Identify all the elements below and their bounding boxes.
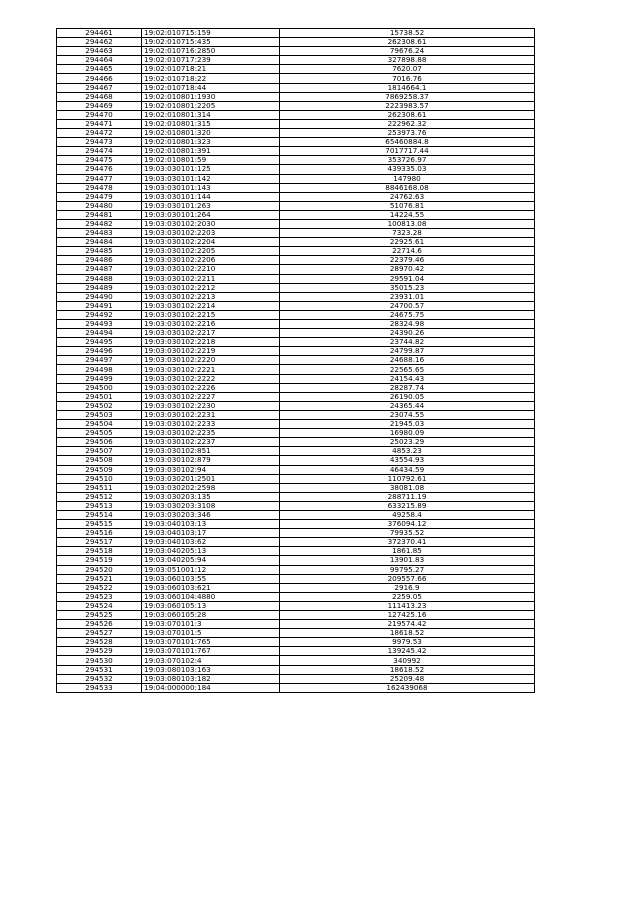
row-number-cell: 294498 (57, 365, 142, 374)
cadastral-number-cell: 19:02:010717:239 (142, 56, 280, 65)
table-row (57, 474, 535, 483)
table-row (57, 374, 535, 383)
value-cell: 25209.48 (280, 674, 535, 683)
value-cell: 43554.93 (280, 456, 535, 465)
row-number-cell: 294468 (57, 92, 142, 101)
cadastral-number-cell: 19:03:060105:28 (142, 611, 280, 620)
cadastral-number-cell: 19:02:010801:320 (142, 129, 280, 138)
data-sheet (56, 28, 532, 693)
table-row (57, 247, 535, 256)
row-number-cell: 294529 (57, 647, 142, 656)
row-number-cell: 294480 (57, 201, 142, 210)
table-row (57, 347, 535, 356)
table-row (57, 592, 535, 601)
cadastral-number-cell: 19:03:080103:182 (142, 674, 280, 683)
cadastral-number-cell: 19:03:030203:346 (142, 510, 280, 519)
cadastral-number-cell: 19:03:060103:621 (142, 583, 280, 592)
table-row (57, 456, 535, 465)
cadastral-number-cell: 19:03:030102:2222 (142, 374, 280, 383)
value-cell: 209557.66 (280, 574, 535, 583)
table-row (57, 192, 535, 201)
value-cell: 28287.74 (280, 383, 535, 392)
cadastral-number-cell: 19:02:010801:2205 (142, 101, 280, 110)
table-row (57, 101, 535, 110)
table-body (57, 29, 535, 693)
table-row (57, 292, 535, 301)
row-number-cell: 294506 (57, 438, 142, 447)
value-cell: 28324.98 (280, 320, 535, 329)
value-cell: 13901.83 (280, 556, 535, 565)
table-row (57, 483, 535, 492)
cadastral-number-cell: 19:03:030102:2226 (142, 383, 280, 392)
table-row (57, 74, 535, 83)
row-number-cell: 294495 (57, 338, 142, 347)
cadastral-number-cell: 19:02:010801:1930 (142, 92, 280, 101)
cadastral-number-cell: 19:03:030203:135 (142, 492, 280, 501)
table-row (57, 583, 535, 592)
value-cell: 15738.52 (280, 29, 535, 38)
cadastral-number-cell: 19:03:060103:55 (142, 574, 280, 583)
cadastral-number-cell: 19:03:030102:2221 (142, 365, 280, 374)
value-cell: 110792.61 (280, 474, 535, 483)
value-cell: 24365.44 (280, 401, 535, 410)
row-number-cell: 294485 (57, 247, 142, 256)
cadastral-number-cell: 19:03:051001:12 (142, 565, 280, 574)
cadastral-number-cell: 19:02:010801:323 (142, 138, 280, 147)
table-row (57, 92, 535, 101)
table-row (57, 383, 535, 392)
value-cell: 8846168.08 (280, 183, 535, 192)
table-row (57, 420, 535, 429)
row-number-cell: 294533 (57, 683, 142, 692)
cadastral-number-cell: 19:03:030102:2235 (142, 429, 280, 438)
row-number-cell: 294476 (57, 165, 142, 174)
value-cell: 327898.88 (280, 56, 535, 65)
cadastral-number-cell: 19:03:030202:2598 (142, 483, 280, 492)
value-cell: 99795.27 (280, 565, 535, 574)
value-cell: 2223983.57 (280, 101, 535, 110)
value-cell: 7323.28 (280, 229, 535, 238)
row-number-cell: 294516 (57, 529, 142, 538)
row-number-cell: 294508 (57, 456, 142, 465)
row-number-cell: 294504 (57, 420, 142, 429)
table-row (57, 219, 535, 228)
value-cell: 219574.42 (280, 620, 535, 629)
table-row (57, 629, 535, 638)
row-number-cell: 294518 (57, 547, 142, 556)
row-number-cell: 294496 (57, 347, 142, 356)
cadastral-number-cell: 19:03:030102:851 (142, 447, 280, 456)
table-row (57, 83, 535, 92)
value-cell: 253973.76 (280, 129, 535, 138)
row-number-cell: 294505 (57, 429, 142, 438)
cadastral-number-cell: 19:03:030102:2212 (142, 283, 280, 292)
cadastral-number-cell: 19:03:070101:3 (142, 620, 280, 629)
cadastral-number-cell: 19:03:030102:2218 (142, 338, 280, 347)
cadastral-number-cell: 19:03:030102:94 (142, 465, 280, 474)
table-row (57, 665, 535, 674)
cadastral-number-cell: 19:03:030102:879 (142, 456, 280, 465)
cadastral-number-cell: 19:03:030101:125 (142, 165, 280, 174)
table-row (57, 601, 535, 610)
cadastral-number-cell: 19:03:030102:2204 (142, 238, 280, 247)
row-number-cell: 294523 (57, 592, 142, 601)
cadastral-number-cell: 19:03:030102:2219 (142, 347, 280, 356)
cadastral-number-cell: 19:04:000000:184 (142, 683, 280, 692)
table-row (57, 301, 535, 310)
cadastral-number-cell: 19:03:040103:17 (142, 529, 280, 538)
table-row (57, 110, 535, 119)
cadastral-number-cell: 19:03:030102:2206 (142, 256, 280, 265)
value-cell: 139245.42 (280, 647, 535, 656)
value-cell: 340992 (280, 656, 535, 665)
table-row (57, 392, 535, 401)
value-cell: 23931.01 (280, 292, 535, 301)
table-row (57, 138, 535, 147)
cadastral-number-cell: 19:02:010718:21 (142, 65, 280, 74)
value-cell: 262308.61 (280, 38, 535, 47)
table-row (57, 210, 535, 219)
cadastral-number-cell: 19:03:030102:2213 (142, 292, 280, 301)
row-number-cell: 294530 (57, 656, 142, 665)
table-row (57, 183, 535, 192)
row-number-cell: 294497 (57, 356, 142, 365)
row-number-cell: 294477 (57, 174, 142, 183)
row-number-cell: 294514 (57, 510, 142, 519)
cadastral-number-cell: 19:03:030101:143 (142, 183, 280, 192)
cadastral-number-cell: 19:03:030102:2231 (142, 410, 280, 419)
row-number-cell: 294464 (57, 56, 142, 65)
value-cell: 7869258.37 (280, 92, 535, 101)
row-number-cell: 294515 (57, 520, 142, 529)
value-cell: 18618.52 (280, 665, 535, 674)
value-cell: 633215.89 (280, 501, 535, 510)
cadastral-number-cell: 19:03:070101:765 (142, 638, 280, 647)
table-row (57, 156, 535, 165)
row-number-cell: 294512 (57, 492, 142, 501)
value-cell: 46434.59 (280, 465, 535, 474)
value-cell: 288711.19 (280, 492, 535, 501)
row-number-cell: 294502 (57, 401, 142, 410)
table-row (57, 547, 535, 556)
row-number-cell: 294492 (57, 310, 142, 319)
value-cell: 24762.63 (280, 192, 535, 201)
cadastral-number-cell: 19:03:030102:2237 (142, 438, 280, 447)
row-number-cell: 294520 (57, 565, 142, 574)
value-cell: 22714.6 (280, 247, 535, 256)
value-cell: 24154.43 (280, 374, 535, 383)
row-number-cell: 294463 (57, 47, 142, 56)
row-number-cell: 294486 (57, 256, 142, 265)
value-cell: 9979.53 (280, 638, 535, 647)
row-number-cell: 294481 (57, 210, 142, 219)
row-number-cell: 294528 (57, 638, 142, 647)
value-cell: 2916.9 (280, 583, 535, 592)
cadastral-number-cell: 19:03:030101:264 (142, 210, 280, 219)
table-row (57, 556, 535, 565)
cadastral-number-cell: 19:03:030203:3108 (142, 501, 280, 510)
cadastral-number-cell: 19:03:040205:13 (142, 547, 280, 556)
table-row (57, 510, 535, 519)
row-number-cell: 294532 (57, 674, 142, 683)
row-number-cell: 294479 (57, 192, 142, 201)
table-row (57, 429, 535, 438)
row-number-cell: 294527 (57, 629, 142, 638)
row-number-cell: 294489 (57, 283, 142, 292)
row-number-cell: 294470 (57, 110, 142, 119)
value-cell: 262308.61 (280, 110, 535, 119)
table-row (57, 492, 535, 501)
table-row (57, 338, 535, 347)
data-table (56, 28, 535, 693)
value-cell: 26190.05 (280, 392, 535, 401)
row-number-cell: 294461 (57, 29, 142, 38)
cadastral-number-cell: 19:03:070101:5 (142, 629, 280, 638)
value-cell: 28970.42 (280, 265, 535, 274)
value-cell: 21945.03 (280, 420, 535, 429)
row-number-cell: 294465 (57, 65, 142, 74)
row-number-cell: 294483 (57, 229, 142, 238)
value-cell: 7620.07 (280, 65, 535, 74)
table-row (57, 647, 535, 656)
value-cell: 4853.23 (280, 447, 535, 456)
table-row (57, 29, 535, 38)
value-cell: 7017717.44 (280, 147, 535, 156)
cadastral-number-cell: 19:03:040103:62 (142, 538, 280, 547)
row-number-cell: 294494 (57, 329, 142, 338)
cadastral-number-cell: 19:03:030102:2030 (142, 219, 280, 228)
value-cell: 22565.65 (280, 365, 535, 374)
cadastral-number-cell: 19:03:030102:2227 (142, 392, 280, 401)
value-cell: 16980.09 (280, 429, 535, 438)
row-number-cell: 294531 (57, 665, 142, 674)
row-number-cell: 294511 (57, 483, 142, 492)
table-row (57, 265, 535, 274)
value-cell: 24675.75 (280, 310, 535, 319)
row-number-cell: 294500 (57, 383, 142, 392)
table-row (57, 683, 535, 692)
row-number-cell: 294462 (57, 38, 142, 47)
table-row (57, 520, 535, 529)
table-row (57, 401, 535, 410)
row-number-cell: 294510 (57, 474, 142, 483)
row-number-cell: 294478 (57, 183, 142, 192)
row-number-cell: 294482 (57, 219, 142, 228)
cadastral-number-cell: 19:03:030102:2217 (142, 329, 280, 338)
value-cell: 79935.52 (280, 529, 535, 538)
value-cell: 1861.85 (280, 547, 535, 556)
value-cell: 29591.04 (280, 274, 535, 283)
row-number-cell: 294526 (57, 620, 142, 629)
value-cell: 22379.46 (280, 256, 535, 265)
value-cell: 1814664.1 (280, 83, 535, 92)
row-number-cell: 294487 (57, 265, 142, 274)
row-number-cell: 294472 (57, 129, 142, 138)
row-number-cell: 294467 (57, 83, 142, 92)
table-row (57, 638, 535, 647)
value-cell: 49258.4 (280, 510, 535, 519)
cadastral-number-cell: 19:03:030102:2211 (142, 274, 280, 283)
table-row (57, 438, 535, 447)
value-cell: 24390.26 (280, 329, 535, 338)
table-row (57, 410, 535, 419)
table-row (57, 529, 535, 538)
table-row (57, 365, 535, 374)
table-row (57, 565, 535, 574)
table-row (57, 501, 535, 510)
table-row (57, 201, 535, 210)
table-row (57, 465, 535, 474)
table-row (57, 119, 535, 128)
table-row (57, 674, 535, 683)
table-row (57, 274, 535, 283)
value-cell: 24688.16 (280, 356, 535, 365)
cadastral-number-cell: 19:03:030102:2215 (142, 310, 280, 319)
value-cell: 127425.16 (280, 611, 535, 620)
cadastral-number-cell: 19:02:010715:159 (142, 29, 280, 38)
value-cell: 35015.23 (280, 283, 535, 292)
value-cell: 7016.76 (280, 74, 535, 83)
row-number-cell: 294525 (57, 611, 142, 620)
value-cell: 147980 (280, 174, 535, 183)
value-cell: 14224.55 (280, 210, 535, 219)
value-cell: 353726.97 (280, 156, 535, 165)
value-cell: 162439068 (280, 683, 535, 692)
row-number-cell: 294466 (57, 74, 142, 83)
row-number-cell: 294475 (57, 156, 142, 165)
row-number-cell: 294503 (57, 410, 142, 419)
value-cell: 79676.24 (280, 47, 535, 56)
cadastral-number-cell: 19:03:080103:163 (142, 665, 280, 674)
value-cell: 18618.52 (280, 629, 535, 638)
cadastral-number-cell: 19:02:010801:314 (142, 110, 280, 119)
cadastral-number-cell: 19:02:010801:391 (142, 147, 280, 156)
row-number-cell: 294509 (57, 465, 142, 474)
table-row (57, 574, 535, 583)
row-number-cell: 294471 (57, 119, 142, 128)
row-number-cell: 294501 (57, 392, 142, 401)
value-cell: 222962.32 (280, 119, 535, 128)
table-row (57, 129, 535, 138)
table-row (57, 283, 535, 292)
cadastral-number-cell: 19:03:030102:2210 (142, 265, 280, 274)
table-row (57, 238, 535, 247)
table-row (57, 447, 535, 456)
value-cell: 25023.29 (280, 438, 535, 447)
cadastral-number-cell: 19:02:010718:44 (142, 83, 280, 92)
row-number-cell: 294499 (57, 374, 142, 383)
cadastral-number-cell: 19:03:030102:2216 (142, 320, 280, 329)
row-number-cell: 294491 (57, 301, 142, 310)
value-cell: 439335.03 (280, 165, 535, 174)
table-row (57, 65, 535, 74)
value-cell: 22925.61 (280, 238, 535, 247)
value-cell: 2259.05 (280, 592, 535, 601)
table-row (57, 538, 535, 547)
cadastral-number-cell: 19:03:070101:767 (142, 647, 280, 656)
row-number-cell: 294473 (57, 138, 142, 147)
value-cell: 111413.23 (280, 601, 535, 610)
table-row (57, 229, 535, 238)
value-cell: 24799.87 (280, 347, 535, 356)
table-row (57, 310, 535, 319)
cadastral-number-cell: 19:02:010716:2850 (142, 47, 280, 56)
row-number-cell: 294507 (57, 447, 142, 456)
table-row (57, 38, 535, 47)
table-row (57, 611, 535, 620)
row-number-cell: 294484 (57, 238, 142, 247)
cadastral-number-cell: 19:03:030201:2501 (142, 474, 280, 483)
table-row (57, 56, 535, 65)
cadastral-number-cell: 19:03:030102:2233 (142, 420, 280, 429)
cadastral-number-cell: 19:03:030101:142 (142, 174, 280, 183)
table-row (57, 256, 535, 265)
cadastral-number-cell: 19:03:070102:4 (142, 656, 280, 665)
table-row (57, 320, 535, 329)
cadastral-number-cell: 19:03:060105:13 (142, 601, 280, 610)
cadastral-number-cell: 19:03:030102:2203 (142, 229, 280, 238)
value-cell: 376094.12 (280, 520, 535, 529)
cadastral-number-cell: 19:03:030102:2220 (142, 356, 280, 365)
row-number-cell: 294513 (57, 501, 142, 510)
table-row (57, 329, 535, 338)
row-number-cell: 294469 (57, 101, 142, 110)
cadastral-number-cell: 19:03:030101:263 (142, 201, 280, 210)
table-row (57, 356, 535, 365)
row-number-cell: 294488 (57, 274, 142, 283)
value-cell: 100813.08 (280, 219, 535, 228)
cadastral-number-cell: 19:02:010715:435 (142, 38, 280, 47)
cadastral-number-cell: 19:03:030101:144 (142, 192, 280, 201)
cadastral-number-cell: 19:03:030102:2214 (142, 301, 280, 310)
row-number-cell: 294522 (57, 583, 142, 592)
value-cell: 51076.81 (280, 201, 535, 210)
row-number-cell: 294490 (57, 292, 142, 301)
row-number-cell: 294524 (57, 601, 142, 610)
value-cell: 24700.57 (280, 301, 535, 310)
cadastral-number-cell: 19:03:030102:2205 (142, 247, 280, 256)
cadastral-number-cell: 19:02:010801:315 (142, 119, 280, 128)
cadastral-number-cell: 19:03:030102:2230 (142, 401, 280, 410)
cadastral-number-cell: 19:03:040103:13 (142, 520, 280, 529)
value-cell: 23744.82 (280, 338, 535, 347)
value-cell: 372370.41 (280, 538, 535, 547)
table-row (57, 174, 535, 183)
table-row (57, 147, 535, 156)
row-number-cell: 294474 (57, 147, 142, 156)
cadastral-number-cell: 19:03:060104:4880 (142, 592, 280, 601)
table-row (57, 47, 535, 56)
cadastral-number-cell: 19:02:010718:22 (142, 74, 280, 83)
table-row (57, 165, 535, 174)
row-number-cell: 294493 (57, 320, 142, 329)
row-number-cell: 294519 (57, 556, 142, 565)
row-number-cell: 294517 (57, 538, 142, 547)
cadastral-number-cell: 19:02:010801:59 (142, 156, 280, 165)
value-cell: 65460884.8 (280, 138, 535, 147)
value-cell: 23074.55 (280, 410, 535, 419)
row-number-cell: 294521 (57, 574, 142, 583)
cadastral-number-cell: 19:03:040205:94 (142, 556, 280, 565)
table-row (57, 620, 535, 629)
table-row (57, 656, 535, 665)
value-cell: 38081.08 (280, 483, 535, 492)
